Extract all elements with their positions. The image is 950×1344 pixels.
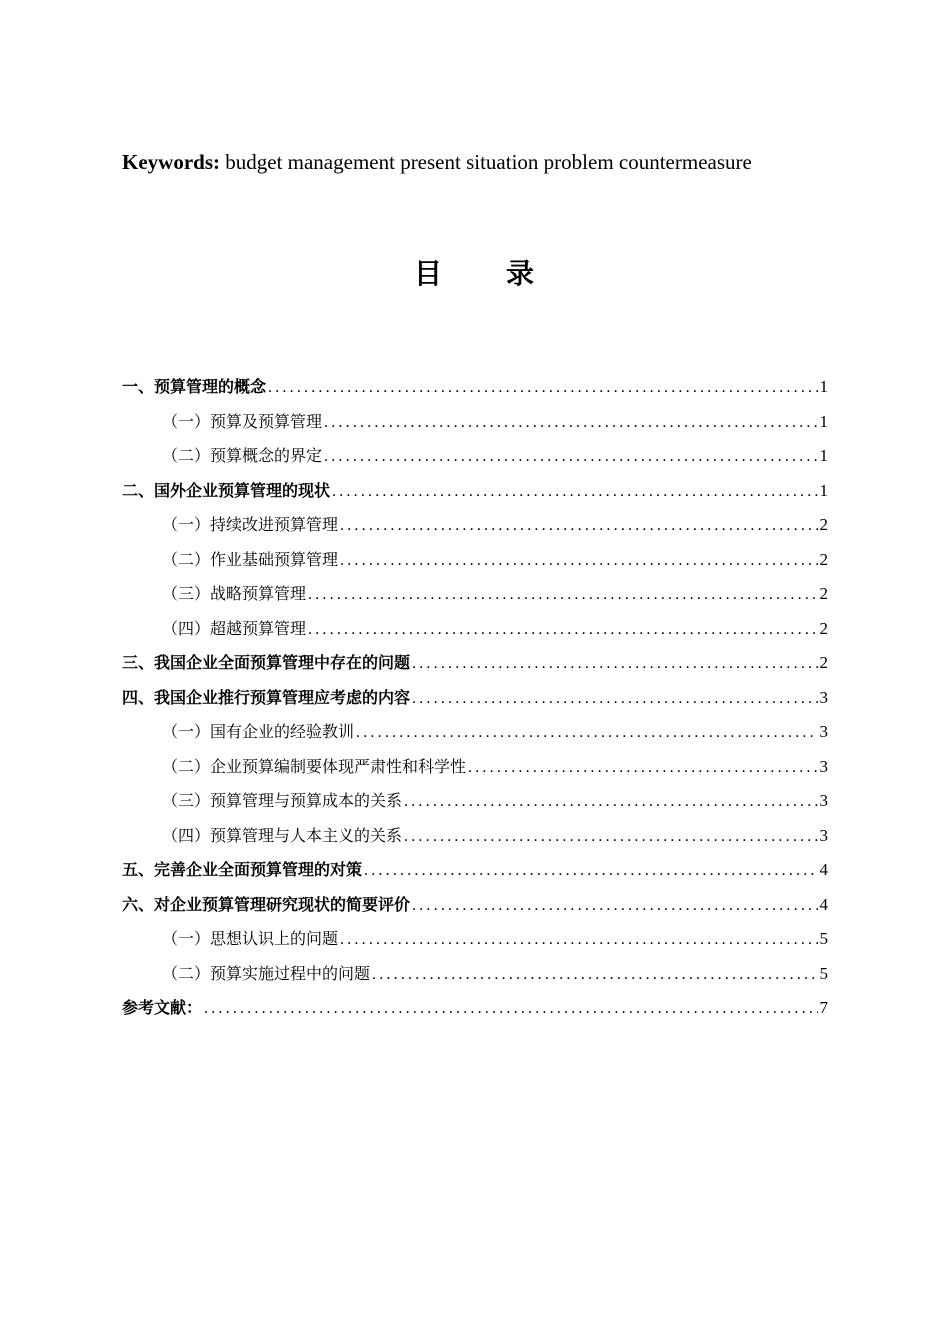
toc-page-number: 1: [819, 480, 828, 500]
toc-dot-leader: [308, 613, 817, 647]
toc-entry-text: （二）作业基础预算管理: [162, 549, 339, 569]
toc-entry[interactable]: [122, 715, 828, 750]
toc-title: [0, 254, 950, 294]
toc-entry[interactable]: [122, 612, 828, 647]
toc-page-number: 2: [819, 653, 828, 672]
toc-page-number: 7: [819, 998, 828, 1017]
toc-dot-leader: [404, 820, 817, 854]
toc-dot-leader: [412, 647, 817, 681]
toc-entry[interactable]: [122, 508, 828, 543]
toc-dot-leader: [308, 578, 817, 612]
toc-dot-leader: [340, 509, 817, 543]
toc-entry[interactable]: [122, 370, 828, 405]
toc-entry-text: （一）思想认识上的问题: [162, 929, 339, 948]
keywords-label: Keywords:: [122, 150, 220, 174]
toc-entry[interactable]: [122, 922, 828, 957]
toc-dot-leader: [340, 923, 817, 957]
toc-page-number: 2: [819, 618, 828, 638]
toc-page-number: 1: [819, 446, 828, 465]
toc-dot-leader: [356, 716, 817, 750]
toc-entry-text: （三）战略预算管理: [162, 584, 307, 603]
toc-entry[interactable]: [122, 819, 828, 854]
toc-page-number: 2: [819, 549, 828, 569]
toc-dot-leader: [340, 544, 817, 578]
toc-entry-text: （四）超越预算管理: [162, 618, 307, 638]
toc-dot-leader: [332, 475, 817, 509]
toc-entry[interactable]: [122, 750, 828, 785]
toc-title-char-1: 目: [413, 257, 444, 290]
toc-dot-leader: [324, 440, 817, 474]
toc-entry-text: （三）预算管理与预算成本的关系: [162, 791, 403, 810]
keywords-line: [122, 148, 842, 176]
toc-entry-text: （四）预算管理与人本主义的关系: [162, 825, 403, 845]
toc-dot-leader: [324, 406, 817, 440]
toc-page-number: 4: [819, 894, 828, 914]
toc-entry[interactable]: [122, 853, 828, 888]
toc-entry-text: 六、对企业预算管理研究现状的简要评价: [122, 894, 411, 914]
toc-dot-leader: [412, 889, 817, 923]
toc-page-number: 1: [819, 411, 828, 431]
toc-entry-text: 一、预算管理的概念: [122, 377, 267, 396]
toc-entry-text: （一）预算及预算管理: [162, 411, 323, 431]
toc-entry[interactable]: [122, 543, 828, 578]
toc-entry-text: （二）企业预算编制要体现严肃性和科学性: [162, 756, 467, 776]
toc-entry-text: 参考文献：: [122, 998, 203, 1017]
toc-dot-leader: [364, 854, 817, 888]
toc-page-number: 3: [819, 722, 828, 741]
toc-entry[interactable]: [122, 439, 828, 474]
toc-entry-text: 五、完善企业全面预算管理的对策: [122, 860, 363, 879]
toc-page-number: 1: [819, 377, 828, 396]
toc-entry[interactable]: [122, 474, 828, 509]
toc-dot-leader: [268, 371, 817, 405]
toc-page-number: 3: [819, 791, 828, 810]
toc-entry[interactable]: [122, 888, 828, 923]
toc-entry[interactable]: [122, 784, 828, 819]
toc-entry[interactable]: [122, 991, 828, 1026]
toc-page-number: 5: [819, 963, 828, 983]
toc-title-char-2: 录: [506, 257, 537, 290]
toc-entry[interactable]: [122, 957, 828, 992]
toc-entry[interactable]: [122, 577, 828, 612]
toc-entry-text: 二、国外企业预算管理的现状: [122, 480, 331, 500]
keywords-text: budget management present situation problem countermeasure: [220, 150, 752, 174]
toc-page-number: 2: [819, 584, 828, 603]
toc-page-number: 3: [819, 687, 828, 707]
toc-dot-leader: [404, 785, 817, 819]
toc-page-number: 5: [819, 929, 828, 948]
toc-dot-leader: [468, 751, 817, 785]
toc-entry[interactable]: [122, 681, 828, 716]
toc-entry-text: （一）持续改进预算管理: [162, 515, 339, 534]
toc-entry[interactable]: [122, 646, 828, 681]
toc-entry-text: （一）国有企业的经验教训: [162, 722, 355, 741]
toc-page-number: 4: [819, 860, 828, 879]
toc-page-number: 2: [819, 515, 828, 534]
toc-dot-leader: [412, 682, 817, 716]
toc-entry-text: （二）预算实施过程中的问题: [162, 963, 371, 983]
toc-entry-text: （二）预算概念的界定: [162, 446, 323, 465]
toc-dot-leader: [204, 992, 817, 1026]
toc-entry[interactable]: [122, 405, 828, 440]
toc-page-number: 3: [819, 825, 828, 845]
toc-entry-text: 四、我国企业推行预算管理应考虑的内容: [122, 687, 411, 707]
toc-page-number: 3: [819, 756, 828, 776]
table-of-contents: [122, 370, 828, 1026]
toc-entry-text: 三、我国企业全面预算管理中存在的问题: [122, 653, 411, 672]
toc-dot-leader: [372, 958, 817, 992]
